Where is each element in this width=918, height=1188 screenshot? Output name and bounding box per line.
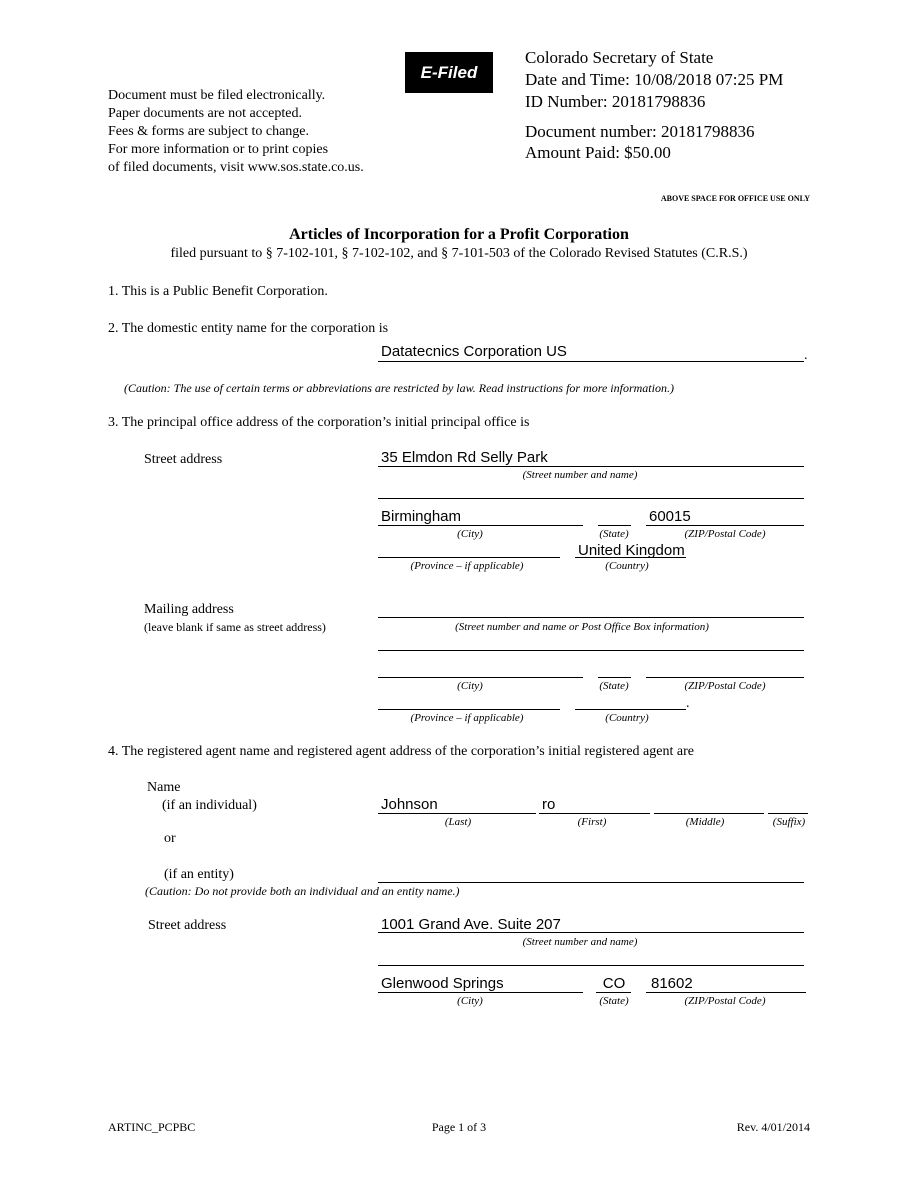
mailing-street-line-2 (378, 650, 804, 651)
street-caption: (Street number and name) (522, 469, 638, 481)
field-line (378, 992, 583, 993)
item-4: 4. The registered agent name and registered agent address of the corporation’s initial registered agent are (108, 744, 694, 759)
field-line (539, 813, 650, 814)
zip-caption: (ZIP/Postal Code) (684, 995, 766, 1007)
first-name-field[interactable]: ro (542, 796, 556, 813)
agent-street-field[interactable]: 1001 Grand Ave. Suite 207 (381, 916, 561, 933)
state-caption: (State) (599, 528, 629, 540)
field-line (768, 813, 808, 814)
mailing-zip-field[interactable] (646, 677, 804, 678)
caution-note: (Caution: The use of certain terms or abbreviations are restricted by law. Read instructions for more information.) (124, 381, 674, 395)
field-line (646, 992, 806, 993)
mailing-country-field[interactable] (575, 709, 686, 710)
entity-name-field[interactable]: Datatecnics Corporation US (381, 343, 567, 360)
state-caption: (State) (599, 680, 629, 692)
country-field[interactable]: United Kingdom (578, 542, 685, 559)
or-label: or (164, 831, 176, 846)
suffix-caption: (Suffix) (772, 816, 806, 828)
agent-state-field[interactable]: CO (602, 975, 626, 992)
city-field[interactable]: Birmingham (381, 508, 462, 525)
field-line (378, 557, 560, 558)
street-field[interactable]: 35 Elmdon Rd Selly Park (381, 449, 548, 466)
field-line (378, 617, 804, 618)
agent-zip-field[interactable]: 81602 (651, 975, 693, 992)
mailing-address-sub: (leave blank if same as street address) (144, 620, 326, 634)
individual-label: (if an individual) (162, 798, 257, 813)
agent-city-field[interactable]: Glenwood Springs (381, 975, 504, 992)
street-line-2 (378, 498, 804, 499)
middle-caption: (Middle) (685, 816, 725, 828)
province-caption: (Province – if applicable) (410, 712, 524, 724)
field-line (598, 525, 631, 526)
efiled-logo-text: E-Filed (420, 62, 478, 82)
zip-field[interactable]: 60015 (649, 508, 691, 525)
page-title: Articles of Incorporation for a Profit Corporation (289, 226, 629, 243)
office-name: Colorado Secretary of State (525, 48, 714, 67)
mailing-address-label: Mailing address (144, 602, 234, 617)
item-3: 3. The principal office address of the corporation’s initial principal office is (108, 415, 530, 430)
city-caption: (City) (457, 680, 483, 692)
revision: Rev. 4/01/2014 (736, 1120, 810, 1134)
field-line (575, 557, 686, 558)
id-number: ID Number: 20181798836 (525, 92, 706, 111)
zip-caption: (ZIP/Postal Code) (684, 528, 766, 540)
first-caption: (First) (577, 816, 607, 828)
efiled-logo (405, 52, 493, 93)
name-label: Name (147, 780, 181, 795)
entity-label: (if an entity) (164, 867, 234, 882)
mailing-city-field[interactable] (378, 677, 583, 678)
notice-line: Paper documents are not accepted. (108, 106, 302, 121)
field-line (378, 882, 804, 883)
caution-note: (Caution: Do not provide both an individual and an entity name.) (145, 884, 460, 898)
notice-line: of filed documents, visit www.sos.state.co.us. (108, 160, 364, 175)
field-line (378, 525, 583, 526)
mailing-province-field[interactable] (378, 709, 560, 710)
period: . (804, 348, 808, 363)
field-line (654, 813, 764, 814)
item-1: 1. This is a Public Benefit Corporation. (108, 284, 328, 299)
page-number: Page 1 of 3 (431, 1120, 487, 1134)
page-subtitle: filed pursuant to § 7-102-101, § 7-102-102, and § 7-101-503 of the Colorado Revised Statutes (C.R.S.) (170, 246, 748, 261)
form-id: ARTINC_PCPBC (108, 1120, 196, 1134)
document-number: Document number: 20181798836 (525, 122, 755, 141)
last-name-field[interactable]: Johnson (381, 796, 438, 813)
amount-paid: Amount Paid: $50.00 (525, 143, 671, 162)
notice-line: Fees & forms are subject to change. (108, 124, 309, 139)
date-time: Date and Time: 10/08/2018 07:25 PM (525, 70, 784, 89)
mailing-state-field[interactable] (598, 677, 631, 678)
field-line (378, 361, 804, 362)
notice-line: For more information or to print copies (108, 142, 329, 157)
country-caption: (Country) (605, 560, 649, 572)
field-line (596, 992, 631, 993)
province-caption: (Province – if applicable) (410, 560, 524, 572)
last-caption: (Last) (444, 816, 472, 828)
field-line (646, 525, 804, 526)
state-caption: (State) (599, 995, 629, 1007)
street-po-caption: (Street number and name or Post Office Box information) (455, 621, 709, 633)
field-line (378, 466, 804, 467)
agent-street-label: Street address (148, 918, 227, 933)
notice-line: Document must be filed electronically. (108, 88, 326, 103)
city-caption: (City) (457, 528, 483, 540)
city-caption: (City) (457, 995, 483, 1007)
street-address-label: Street address (144, 452, 223, 467)
office-use-note: ABOVE SPACE FOR OFFICE USE ONLY (660, 194, 810, 203)
country-caption: (Country) (605, 712, 649, 724)
street-caption: (Street number and name) (522, 936, 638, 948)
item-2: 2. The domestic entity name for the corporation is (108, 321, 389, 336)
period: . (686, 696, 690, 711)
zip-caption: (ZIP/Postal Code) (684, 680, 766, 692)
field-line (378, 813, 536, 814)
field-line (378, 932, 804, 933)
agent-street-line-2 (378, 965, 804, 966)
